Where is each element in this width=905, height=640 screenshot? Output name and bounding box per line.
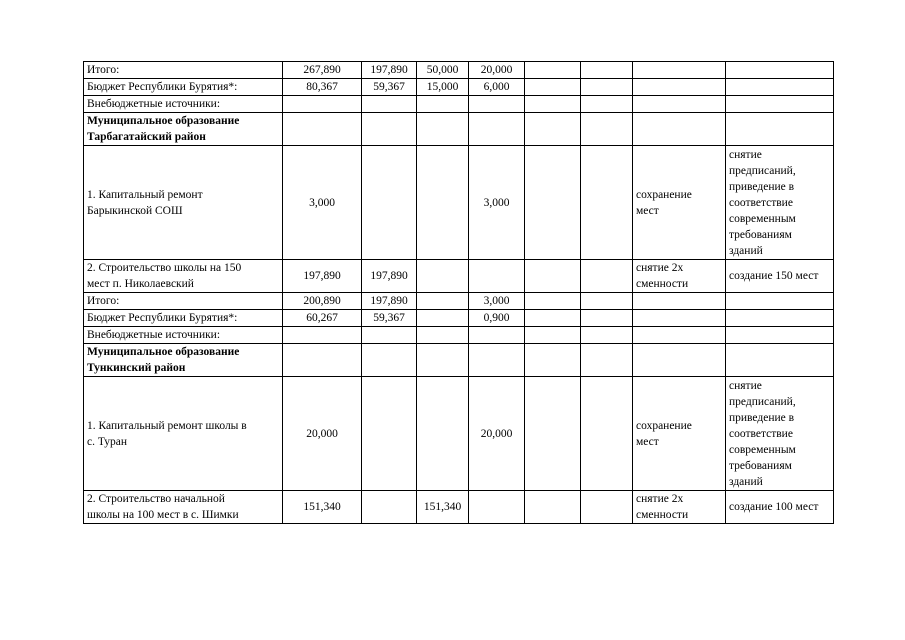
empty-cell [581,344,633,377]
row-label: 1. Капитальный ремонт Барыкинской СОШ [84,146,283,260]
amount-year2-cell [417,293,469,310]
empty-cell [525,491,581,524]
row-label: 2. Строительство начальной школы на 100 мест в с. Шимки [84,491,283,524]
amount-year2-cell [417,344,469,377]
amount-year3-cell: 0,900 [469,310,525,327]
empty-cell [525,293,581,310]
result-cell [726,79,834,96]
empty-cell [525,327,581,344]
effect-cell [633,310,726,327]
empty-cell [525,62,581,79]
amount-total-cell [283,327,362,344]
empty-cell [581,96,633,113]
result-cell [726,293,834,310]
empty-cell [581,113,633,146]
empty-cell [525,344,581,377]
amount-year3-cell [469,260,525,293]
amount-total-cell: 267,890 [283,62,362,79]
amount-total-cell [283,344,362,377]
row-label: 1. Капитальный ремонт школы в с. Туран [84,377,283,491]
table-row [84,113,834,146]
effect-cell: сохранение мест [633,377,726,491]
table-row [84,344,834,377]
empty-cell [525,310,581,327]
amount-total-cell: 20,000 [283,377,362,491]
table-row [84,62,834,79]
result-cell [726,113,834,146]
empty-cell [581,293,633,310]
section-heading: Муниципальное образование Тарбагатайский район [84,113,283,146]
amount-total-cell [283,96,362,113]
amount-year1-cell [362,377,417,491]
amount-year3-cell: 20,000 [469,377,525,491]
table-row [84,327,834,344]
amount-year2-cell [417,146,469,260]
empty-cell [581,310,633,327]
effect-cell [633,344,726,377]
empty-cell [581,491,633,524]
result-cell: создание 100 мест [726,491,834,524]
amount-year1-cell [362,327,417,344]
result-cell: снятие предписаний, приведение в соответствие современным требованиям зданий [726,146,834,260]
amount-total-cell: 151,340 [283,491,362,524]
amount-year3-cell: 3,000 [469,293,525,310]
amount-year1-cell: 197,890 [362,260,417,293]
amount-year2-cell: 50,000 [417,62,469,79]
empty-cell [581,260,633,293]
result-cell [726,62,834,79]
table-row [84,79,834,96]
empty-cell [525,96,581,113]
result-cell [726,310,834,327]
empty-cell [581,377,633,491]
empty-cell [525,377,581,491]
empty-cell [525,260,581,293]
table-row [84,377,834,491]
effect-cell [633,96,726,113]
amount-total-cell: 3,000 [283,146,362,260]
amount-year2-cell [417,113,469,146]
amount-year2-cell [417,260,469,293]
amount-year2-cell: 15,000 [417,79,469,96]
empty-cell [525,146,581,260]
empty-cell [581,62,633,79]
amount-year3-cell: 6,000 [469,79,525,96]
effect-cell: сохранение мест [633,146,726,260]
amount-year1-cell: 59,367 [362,79,417,96]
row-label: Внебюджетные источники: [84,327,283,344]
amount-year1-cell [362,491,417,524]
result-cell: снятие предписаний, приведение в соответствие современным требованиям зданий [726,377,834,491]
result-cell: создание 150 мест [726,260,834,293]
empty-cell [525,79,581,96]
amount-total-cell [283,113,362,146]
amount-year3-cell: 3,000 [469,146,525,260]
result-cell [726,344,834,377]
row-label: Итого: [84,62,283,79]
table-row [84,491,834,524]
table-row [84,293,834,310]
amount-year1-cell [362,146,417,260]
row-label: Бюджет Республики Бурятия*: [84,310,283,327]
program-table [83,61,834,524]
amount-year2-cell: 151,340 [417,491,469,524]
amount-year3-cell [469,96,525,113]
amount-year1-cell [362,344,417,377]
effect-cell [633,62,726,79]
empty-cell [525,113,581,146]
amount-total-cell: 197,890 [283,260,362,293]
empty-cell [581,146,633,260]
effect-cell: снятие 2х сменности [633,260,726,293]
table-row [84,146,834,260]
result-cell [726,96,834,113]
amount-year1-cell: 59,367 [362,310,417,327]
table-row [84,96,834,113]
amount-year2-cell [417,96,469,113]
row-label: Бюджет Республики Бурятия*: [84,79,283,96]
row-label: Внебюджетные источники: [84,96,283,113]
amount-year1-cell: 197,890 [362,62,417,79]
amount-year3-cell [469,344,525,377]
table-row [84,310,834,327]
amount-year2-cell [417,327,469,344]
amount-total-cell: 60,267 [283,310,362,327]
amount-year2-cell [417,310,469,327]
amount-year2-cell [417,377,469,491]
row-label: 2. Строительство школы на 150 мест п. Николаевский [84,260,283,293]
effect-cell: снятие 2х сменности [633,491,726,524]
section-heading: Муниципальное образование Тункинский район [84,344,283,377]
amount-year3-cell [469,491,525,524]
row-label: Итого: [84,293,283,310]
empty-cell [581,327,633,344]
empty-cell [581,79,633,96]
amount-year3-cell [469,327,525,344]
amount-total-cell: 80,367 [283,79,362,96]
table-row [84,260,834,293]
effect-cell [633,79,726,96]
result-cell [726,327,834,344]
effect-cell [633,113,726,146]
effect-cell [633,293,726,310]
effect-cell [633,327,726,344]
amount-year1-cell [362,96,417,113]
amount-total-cell: 200,890 [283,293,362,310]
amount-year1-cell: 197,890 [362,293,417,310]
amount-year1-cell [362,113,417,146]
amount-year3-cell [469,113,525,146]
amount-year3-cell: 20,000 [469,62,525,79]
